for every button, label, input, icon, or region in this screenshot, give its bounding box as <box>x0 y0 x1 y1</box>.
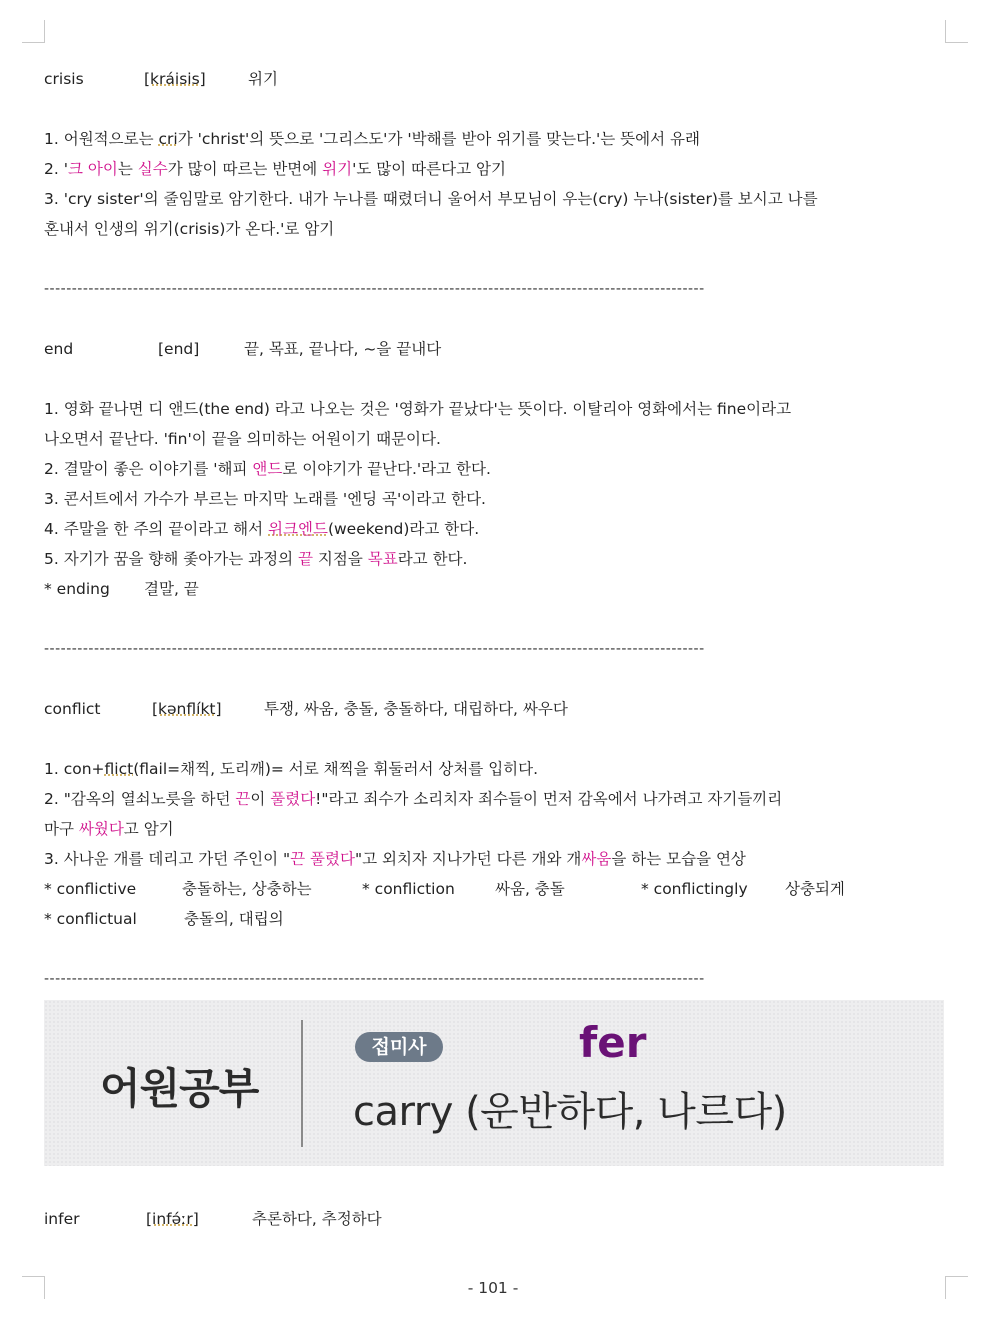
pronunciation: [kráisis] <box>144 70 206 88</box>
banner-divider <box>301 1020 303 1147</box>
derivative-meaning: 상충되게 <box>785 880 845 898</box>
explanation-line: 4. 주말을 한 주의 끝이라고 해서 위크엔드(weekend)라고 한다. <box>44 520 480 538</box>
banner-title: 어원공부 <box>100 1064 259 1113</box>
derivative-line <box>44 904 936 934</box>
highlight-text: 목표 <box>367 550 398 568</box>
highlight-text: 끝 <box>297 550 313 568</box>
root-word: fer <box>579 1018 647 1067</box>
page-number: - 101 - <box>467 1279 519 1297</box>
derivative-meaning: 충돌의, 대립의 <box>184 910 284 928</box>
highlight-text: 싸움 <box>581 850 612 868</box>
derivative-word: * ending <box>44 580 110 598</box>
highlight-text: 끈 <box>235 790 251 808</box>
highlight-text: 실수 <box>137 160 168 178</box>
explanation-line: 1. 어원적으로는 cri가 'christ'의 뜻으로 '그리스도'가 '박해를 받아 위기를 맞는다.'는 뜻에서 유래 <box>44 130 700 148</box>
highlight-text: 풀렸다 <box>270 790 316 808</box>
explanation-line: 2. 결말이 좋은 이야기를 '해피 앤드로 이야기가 끝난다.'라고 한다. <box>44 460 491 478</box>
explanation-line: 나오면서 끝난다. 'fin'이 끝을 의미하는 어원이기 때문이다. <box>44 430 441 448</box>
etymology-banner <box>44 1000 944 1166</box>
highlight-text: 싸웠다 <box>78 820 124 838</box>
explanation-line: 마구 싸웠다고 암기 <box>44 820 174 838</box>
headword: crisis <box>44 70 84 88</box>
headword-meaning: 위기 <box>248 70 278 88</box>
entry-header-infer <box>44 1204 382 1234</box>
explanation-line: 1. 영화 끝나면 디 앤드(the end) 라고 나오는 것은 '영화가 끝났다'는 뜻이다. 이탈리아 영화에서는 fine이라고 <box>44 400 792 418</box>
page-content <box>44 64 936 994</box>
explanation-line: 2. "감옥의 열쇠노릇을 하던 끈이 풀렸다!"라고 죄수가 소리치자 죄수들이 먼저 감옥에서 나가려고 자기들끼리 <box>44 790 783 808</box>
highlight-text: 크 아이 <box>67 160 118 178</box>
derivative-meaning: 싸움, 충돌 <box>495 880 565 898</box>
headword: end <box>44 340 74 358</box>
explanation-line: 3. 사나운 개를 데리고 가던 주인이 "끈 풀렸다"고 외치자 지나가던 다른 개와 개싸움을 하는 모습을 연상 <box>44 850 746 868</box>
root-meaning: carry (운반하다, 나르다) <box>353 1089 787 1135</box>
derivative-line <box>44 874 936 904</box>
explanation-line: 3. 콘서트에서 가수가 부르는 마지막 노래를 '엔딩 곡'이라고 한다. <box>44 490 486 508</box>
derivative-word: * confliction <box>362 880 455 898</box>
explanation-line: 3. 'cry sister'의 줄임말로 암기한다. 내가 누나를 때렸더니 울어서 부모님이 우는(cry) 누나(sister)를 보시고 나를 <box>44 190 818 208</box>
derivative-line <box>44 574 936 604</box>
headword-meaning: 끝, 목표, 끝나다, ~을 끝내다 <box>244 340 442 358</box>
separator-line: ----------------------------------------------------------------------------------------------------------------------- <box>44 971 705 987</box>
highlight-text: 위크엔드 <box>268 520 328 538</box>
headword-meaning: 추론하다, 추정하다 <box>252 1210 382 1228</box>
crop-mark-top-right <box>945 20 968 43</box>
explanation-line: 혼내서 인생의 위기(crisis)가 온다.'로 암기 <box>44 220 335 238</box>
headword: conflict <box>44 700 101 718</box>
derivative-word: * conflictingly <box>641 880 748 898</box>
headword-meaning: 투쟁, 싸움, 충돌, 충돌하다, 대립하다, 싸우다 <box>264 700 568 718</box>
highlight-text: 앤드 <box>252 460 283 478</box>
derivative-meaning: 결말, 끝 <box>144 580 199 598</box>
highlight-text: 끈 풀렸다 <box>290 850 355 868</box>
crop-mark-top-left <box>22 20 45 43</box>
explanation-line: 1. con+flict(flail=채찍, 도리깨)= 서로 채찍을 휘둘러서 상처를 입히다. <box>44 760 539 778</box>
pronunciation: [kənflíkt] <box>152 700 222 718</box>
derivative-word: * conflictive <box>44 880 137 898</box>
headword: infer <box>44 1210 80 1228</box>
entry-header-conflict <box>44 694 936 724</box>
separator-line: ----------------------------------------------------------------------------------------------------------------------- <box>44 641 705 657</box>
entry-header-crisis <box>44 64 936 94</box>
entry-header-end <box>44 334 936 364</box>
pronunciation: [infə́ːr] <box>146 1210 199 1228</box>
suffix-badge: 접미사 <box>355 1032 443 1062</box>
separator-line: ----------------------------------------------------------------------------------------------------------------------- <box>44 281 705 297</box>
pronunciation: [end] <box>158 340 200 358</box>
explanation-line: 5. 자기가 꿈을 향해 좇아가는 과정의 끝 지점을 목표라고 한다. <box>44 550 468 568</box>
highlight-text: 위기 <box>322 160 353 178</box>
derivative-meaning: 충돌하는, 상충하는 <box>182 880 312 898</box>
explanation-line: 2. '크 아이는 실수가 많이 따르는 반면에 위기'도 많이 따른다고 암기 <box>44 160 506 178</box>
derivative-word: * conflictual <box>44 910 137 928</box>
